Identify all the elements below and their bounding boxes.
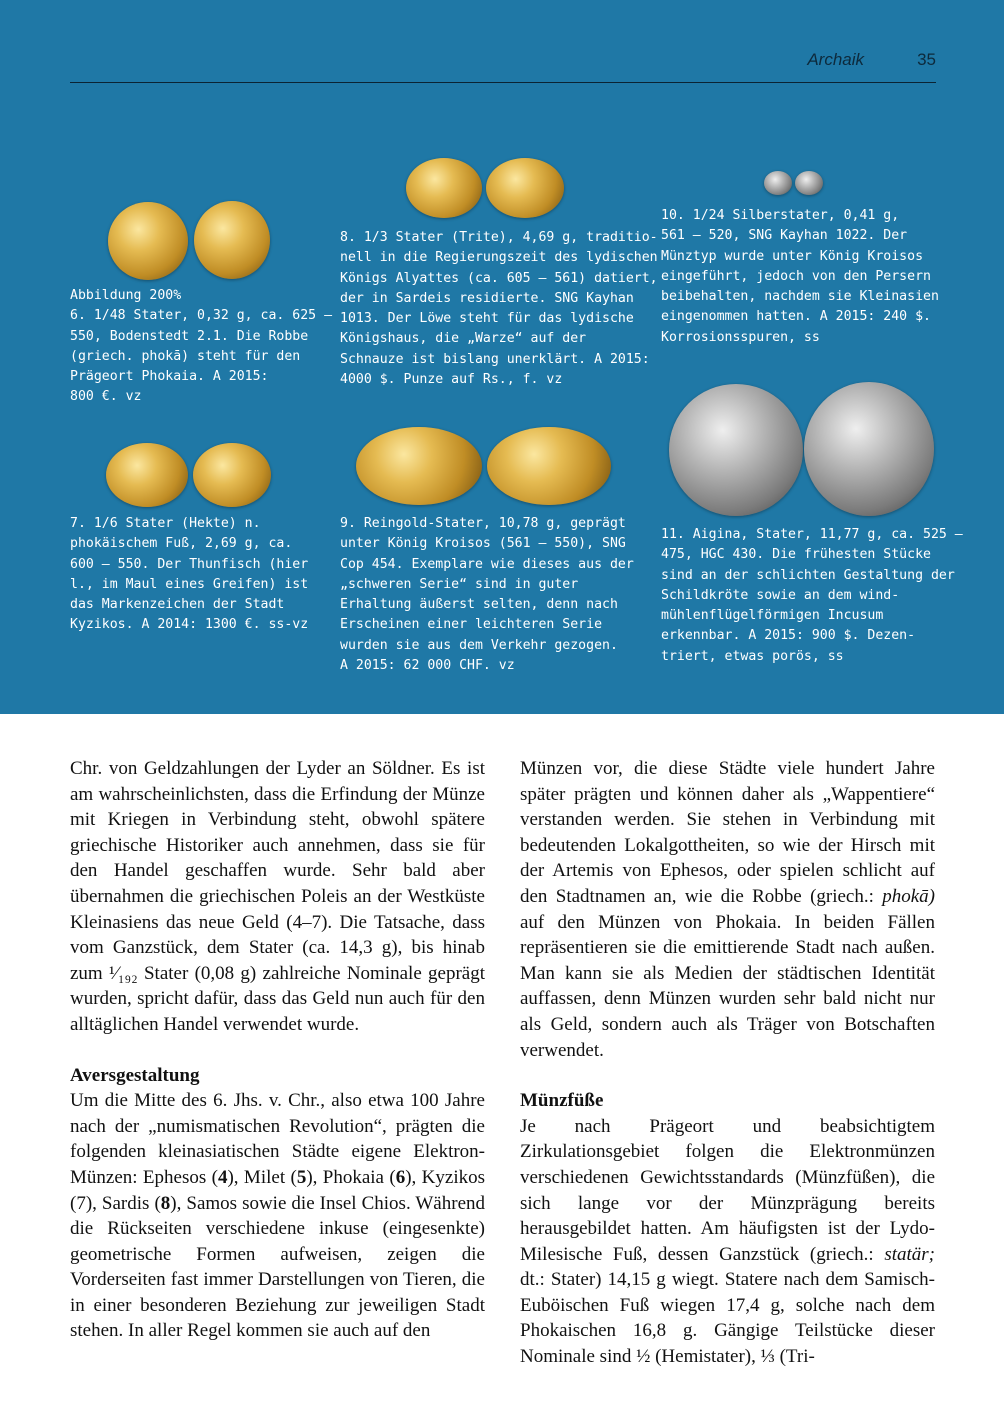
caption-6: Abbildung 200% 6. 1/48 Stater, 0,32 g, ca. 625 – 550, Bodenstedt 2.1. Die Robbe (griech. phokā) steht für den Prägeort Phokaia. A 2015: 800 €. vz bbox=[70, 288, 333, 405]
body-column-right bbox=[520, 756, 935, 1370]
caption-11: 11. Aigina, Stater, 11,77 g, ca. 525 – 475, HGC 430. Die frühesten Stücke sind an der schlichten Gestaltung der Schildkröte sowie an dem wind- mühlenflügelförmigen Incusum erkennbar. A 2015: 900 $. Dezen- triert, etwas porös, ss bbox=[661, 527, 963, 664]
caption-7: 7. 1/6 Stater (Hekte) n. phokäischem Fuß, 2,69 g, ca. 600 – 550. Der Thunfisch (hier l., im Maul eines Greifen) ist das Markenzeichen der Stadt Kyzikos. A 2014: 1300 €. ss-vz bbox=[70, 516, 309, 633]
caption-10: 10. 1/24 Silberstater, 0,41 g, 561 – 520, SNG Kayhan 1022. Der Münztyp wurde unter König Kroisos eingeführt, jedoch von den Persern beibehalten, nachdem sie Kleinasien eingenommen hatten. A 2015: 240 $. Korrosionsspuren, ss bbox=[661, 208, 939, 345]
paragraph-right-1: Münzen vor, die diese Städte viele hundert Jahre später prägten und können daher als „Wappentiere“ verstanden werden. Sie stehen in Verbindung mit bedeutenden Lokalgottheiten, so wie der Hirsch mit der Artemis von Ephesos, oder spielen schlicht auf den Stadtnamen an, wie die Robbe (griech.: phokā) auf den Münzen von Phokaia. In beiden Fällen repräsentieren sie die emittierende Stadt nach außen. Man kann sie als Medien der städtischen Identität auffassen, denn Münzen wurden sehr bald nicht nur als Geld, sondern auch als Träger von Botschaften verwendet. bbox=[520, 758, 935, 1061]
coin-7-obverse bbox=[106, 443, 188, 507]
body-column-left bbox=[70, 756, 485, 1344]
heading-muenzfuesse: Münzfüße bbox=[520, 1090, 604, 1112]
coin-11-obverse bbox=[669, 384, 803, 516]
caption-9: 9. Reingold-Stater, 10,78 g, geprägt unter König Kroisos (561 – 550), SNG Cop 454. Exemplare wie dieses aus der „schweren Serie“ sind in guter Erhaltung äußerst selten, denn nach Erscheinen einer leichteren Serie wurden sie aus dem Verkehr gezogen. A 2015: 62 000 CHF. vz bbox=[340, 516, 634, 674]
paragraph-right-2: Je nach Prägeort und beabsichtigtem Zirkulationsgebiet folgen die Elektronmünzen verschiedenen Gewichtsstandards (Münzfüßen), die sich lange vor der Münzprägung bereits herausgebildet hatten. Am häufigsten ist der Lydo-Milesische Fuß, dessen Ganzstück (griech.: statär; dt.: Stater) 14,15 g wiegt. Statere nach dem Samisch-Euböischen Fuß wiegen 17,4 g, solche nach dem Phokaischen 16,8 g. Gängige Teilstücke dieser Nominale sind ½ (Hemistater), ⅓ (Tri- bbox=[520, 1115, 935, 1368]
coin-6-reverse bbox=[194, 201, 270, 279]
heading-aversgestaltung: Aversgestaltung bbox=[70, 1064, 200, 1086]
coin-8-reverse bbox=[486, 158, 564, 218]
page-number: 35 bbox=[917, 50, 936, 69]
coin-6-obverse bbox=[108, 202, 188, 280]
coin-10-obverse bbox=[764, 171, 792, 195]
section-title: Archaik bbox=[807, 50, 864, 69]
coin-8-obverse bbox=[406, 158, 482, 218]
paragraph-left-2: Um die Mitte des 6. Jhs. v. Chr., also etwa 100 Jahre nach der „numismatischen Revolution“, prägten die folgenden kleinasiatischen Städte eigene Elektron-Münzen: Ephesos (4), Milet (5), Phokaia (6), Kyzikos (7), Sardis (8), Samos sowie die Insel Chios. Während die Rückseiten verschiedene inkuse (eingesenkte) geometrische Formen aufweisen, zeigen die Vorderseiten fast immer Darstellungen von Tieren, die in einer besonderen Beziehung zur jeweiligen Stadt stehen. In aller Regel kommen sie auch auf den bbox=[70, 1090, 485, 1342]
paragraph-left-1: Chr. von Geldzahlungen der Lyder an Söldner. Es ist am wahrscheinlichsten, dass die Erfindung der Münze mit Kriegen in Verbindung steht, obwohl spätere griechische Historiker auch annehmen, dass sie für den Handel geschaffen wurde. Sehr bald aber übernahmen die griechischen Poleis an der Westküste Kleinasiens das neue Geld (4–7). Die Tatsache, dass vom Ganzstück, dem Stater (ca. 14,3 g), bis hinab zum ¹⁄₁₉₂ Stater (0,08 g) zahlreiche Nominale geprägt wurden, spricht dafür, dass das Geld nun auch für den alltäglichen Handel verwendet wurde. bbox=[70, 758, 485, 1035]
coin-9-obverse bbox=[356, 427, 482, 505]
caption-8: 8. 1/3 Stater (Trite), 4,69 g, traditio- nell in die Regierungszeit des lydischen Königs Alyattes (ca. 605 – 561) datiert, der in Sardeis residierte. SNG Kayhan 1013. Der Löwe steht für das lydische Königshaus, die „Warze“ auf der Schnauze ist bislang unerklärt. A 2015: 4000 $. Punze auf Rs., f. vz bbox=[340, 230, 658, 388]
coin-7-reverse bbox=[193, 443, 271, 507]
coin-11-reverse bbox=[804, 382, 934, 516]
coin-9-reverse bbox=[487, 427, 611, 505]
running-header bbox=[70, 48, 936, 83]
coin-10-reverse bbox=[795, 171, 823, 195]
